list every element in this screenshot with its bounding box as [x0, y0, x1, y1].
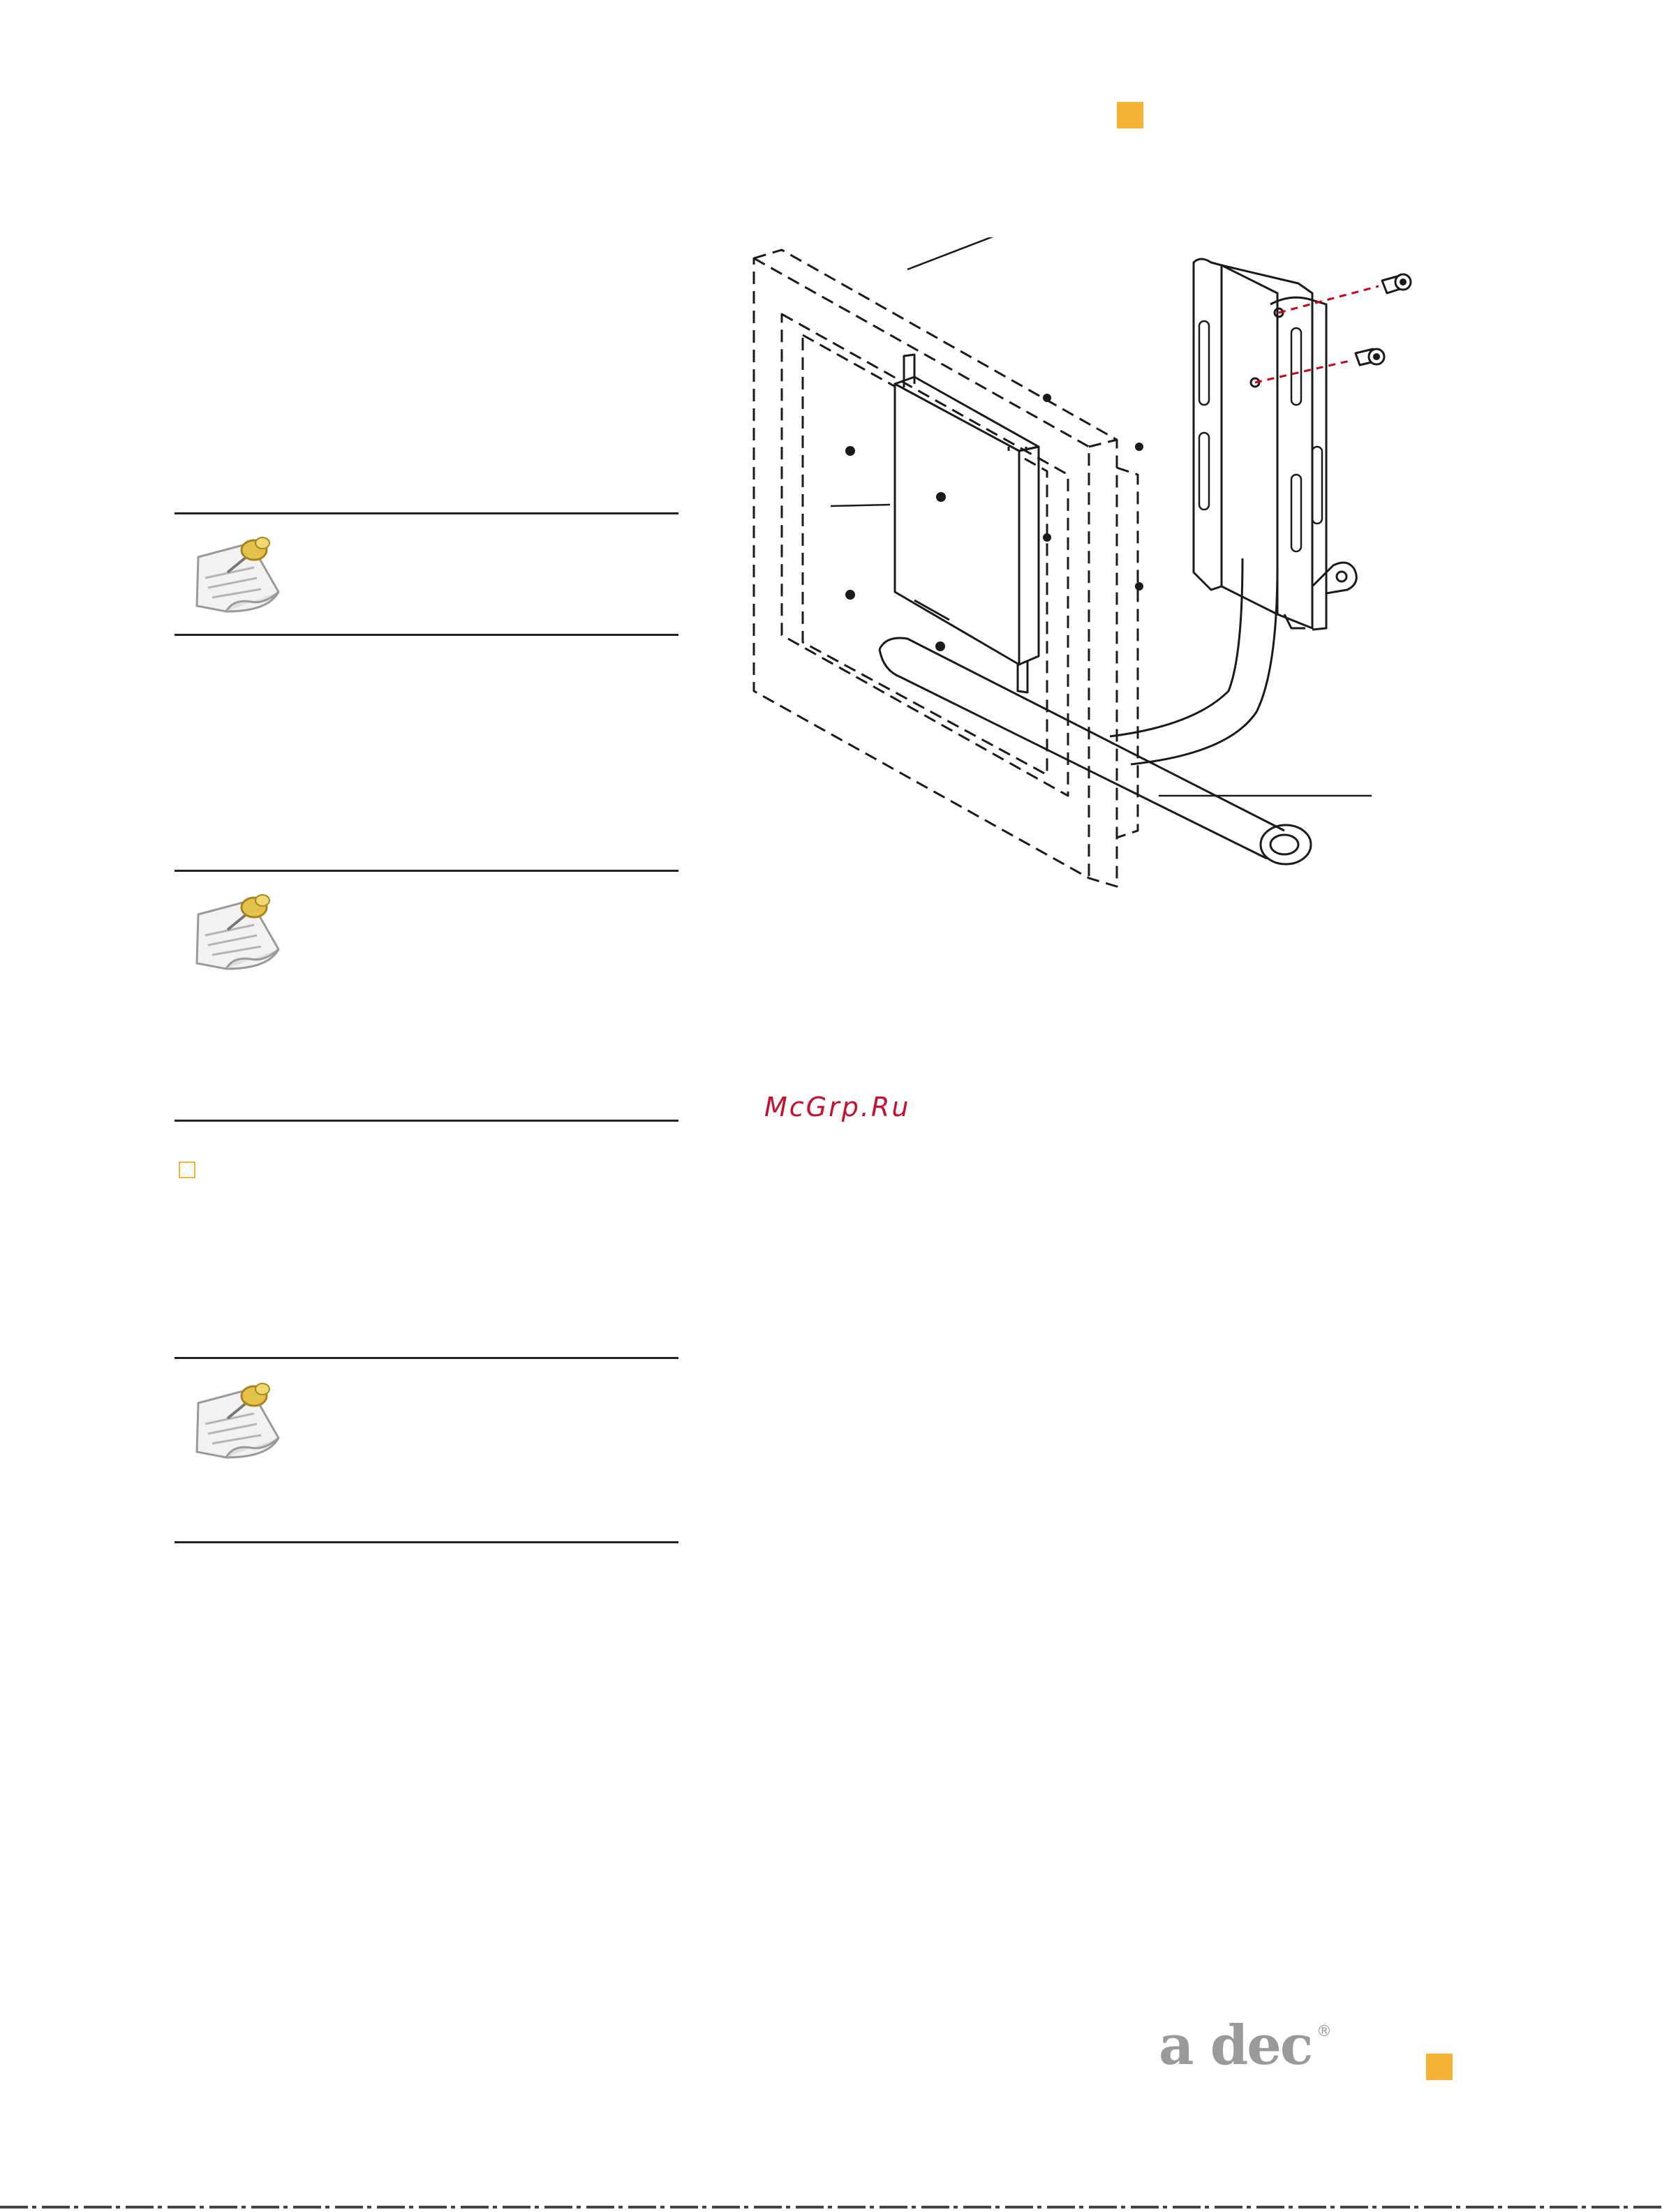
footer-dashed-rule — [0, 2206, 1662, 2209]
watermark-text: McGrp.Ru — [764, 1092, 911, 1122]
page-marker-square — [1426, 2054, 1453, 2080]
note-bottom-rule — [175, 1120, 678, 1122]
note-top-rule — [175, 870, 678, 872]
leader-line — [907, 237, 995, 269]
pushpin-note-icon — [184, 886, 289, 977]
note-bottom-rule — [175, 634, 678, 636]
note-top-rule — [175, 512, 678, 514]
registered-mark: ® — [1316, 2023, 1332, 2040]
pushpin-note-icon — [184, 529, 289, 620]
leader-line — [831, 505, 890, 506]
note-bottom-rule — [175, 1541, 678, 1543]
pushpin-note-icon — [184, 1375, 289, 1466]
brand-logo: a dec — [1159, 2014, 1312, 2077]
checkbox-bullet-square — [179, 1161, 195, 1178]
page-marker-square — [1117, 102, 1143, 128]
loose-screws — [1356, 274, 1411, 365]
monitor-mount-illustration — [740, 237, 1424, 907]
mount-bracket — [1194, 259, 1356, 630]
note-top-rule — [175, 1357, 678, 1359]
